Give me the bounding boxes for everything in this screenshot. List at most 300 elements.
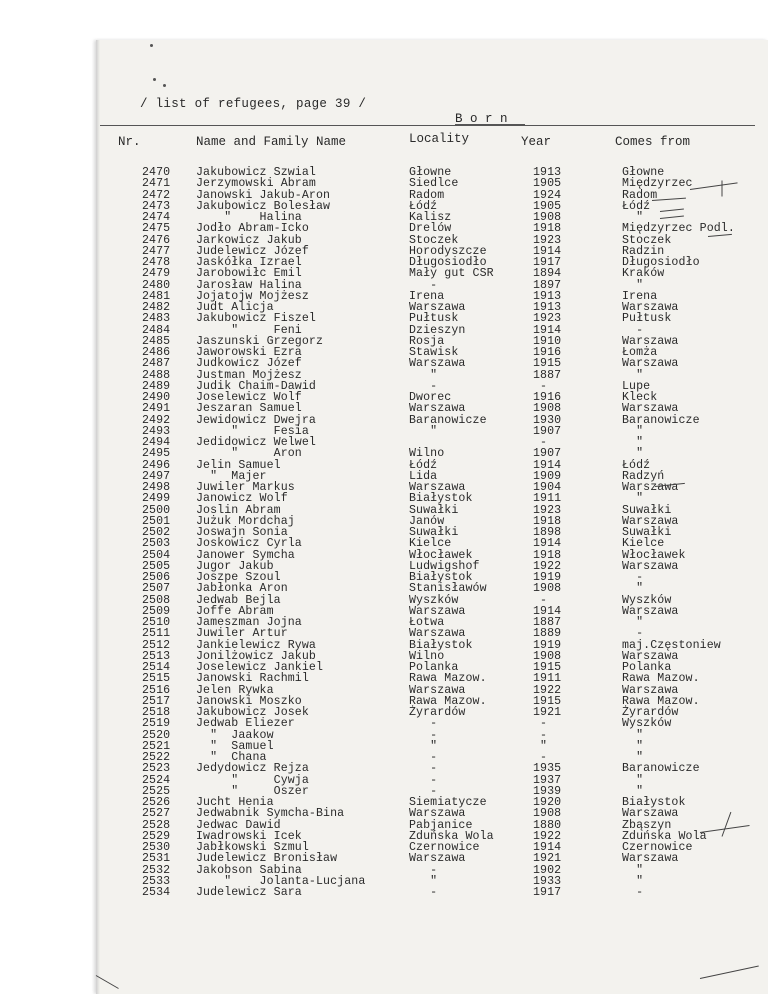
- row-comes-from: ": [622, 278, 644, 292]
- row-nr: 2504: [142, 548, 171, 562]
- row-nr: 2491: [142, 402, 171, 416]
- row-locality: Siedlce: [409, 177, 459, 191]
- row-nr: 2517: [142, 694, 171, 708]
- row-year: 1920: [533, 796, 562, 809]
- row-nr: 2493: [142, 424, 171, 438]
- row-year: 1907: [533, 447, 562, 461]
- row-locality: Warszawa: [409, 604, 466, 618]
- row-year: 1914: [533, 458, 562, 472]
- row-name: Iwadrowski Icek: [196, 829, 302, 843]
- row-locality: Warszawa: [409, 357, 466, 371]
- row-year: -: [533, 379, 548, 393]
- row-comes-from: maj.Częstoniew: [622, 638, 721, 652]
- row-name: " Jaakow: [196, 728, 274, 742]
- row-comes-from: -: [622, 323, 644, 337]
- row-comes-from: ": [622, 211, 644, 224]
- row-nr: 2471: [142, 177, 171, 191]
- row-locality: Stawisk: [409, 346, 459, 359]
- row-nr: 2520: [142, 728, 171, 742]
- row-locality: Irena: [409, 289, 445, 303]
- row-year: 1919: [533, 638, 562, 652]
- row-nr: 2495: [142, 447, 171, 461]
- row-name: Jaskółka Izrael: [196, 256, 302, 269]
- row-year: 1889: [533, 627, 562, 641]
- row-nr: 2485: [142, 334, 171, 348]
- row-locality: Horodyszcze: [409, 244, 487, 258]
- row-name: Janowicz Wolf: [196, 492, 288, 506]
- row-locality: Pabjanice: [409, 818, 473, 832]
- row-year: 1908: [533, 211, 562, 224]
- row-locality: Głowne: [409, 166, 452, 179]
- row-locality: Warszawa: [409, 402, 466, 416]
- row-comes-from: ": [622, 616, 644, 629]
- row-name: " Cywja: [196, 773, 309, 787]
- row-year: -: [533, 717, 548, 731]
- row-name: Jojatojw Mojżesz: [196, 289, 309, 303]
- row-comes-from: Międzyrzec Podl.: [622, 222, 735, 236]
- row-nr: 2481: [142, 289, 171, 303]
- row-year: 1921: [533, 706, 562, 719]
- row-nr: 2477: [142, 244, 171, 258]
- row-name: " Fesia: [196, 424, 309, 438]
- row-nr: 2494: [142, 436, 171, 449]
- row-comes-from: Wyszków: [622, 717, 672, 731]
- row-nr: 2479: [142, 267, 171, 281]
- row-comes-from: Długosiodło: [622, 256, 700, 269]
- row-name: Judelewicz Sara: [196, 886, 302, 899]
- row-nr: 2521: [142, 739, 171, 753]
- row-nr: 2505: [142, 559, 171, 573]
- row-comes-from: Kleck: [622, 391, 658, 404]
- row-locality: -: [409, 278, 438, 292]
- row-locality: Ludwigshof: [409, 559, 480, 573]
- row-comes-from: Zbąszyn: [622, 818, 672, 832]
- row-name: Joswajn Sonia: [196, 526, 288, 539]
- row-year: 1919: [533, 571, 562, 584]
- row-locality: Mały gut CSR: [409, 267, 494, 281]
- row-comes-from: Łomża: [622, 346, 658, 359]
- row-comes-from: Warszawa: [622, 481, 679, 494]
- row-locality: ": [409, 368, 438, 382]
- row-locality: Drelów: [409, 222, 452, 236]
- row-year: 1933: [533, 874, 562, 888]
- row-nr: 2473: [142, 199, 171, 213]
- row-year: 1908: [533, 649, 562, 663]
- ink-speck: [150, 44, 153, 47]
- row-comes-from: Radzin: [622, 244, 665, 258]
- row-locality: -: [409, 717, 438, 731]
- row-nr: 2496: [142, 458, 171, 472]
- row-comes-from: ": [622, 773, 644, 787]
- row-nr: 2523: [142, 762, 171, 776]
- row-year: 1916: [533, 391, 562, 404]
- row-year: -: [533, 728, 548, 742]
- row-year: 1913: [533, 289, 562, 303]
- row-comes-from: Suwałki: [622, 526, 672, 539]
- row-name: Jakubowicz Szwial: [196, 166, 316, 179]
- row-nr: 2512: [142, 638, 171, 652]
- row-comes-from: Warszawa: [622, 852, 679, 866]
- row-nr: 2486: [142, 346, 171, 359]
- column-year: [533, 167, 561, 898]
- row-name: Jedwac Dawid: [196, 818, 281, 832]
- row-year: 1918: [533, 548, 562, 562]
- row-comes-from: Warszawa: [622, 559, 679, 573]
- row-locality: Zduńska Wola: [409, 829, 494, 843]
- row-nr: 2484: [142, 323, 171, 337]
- row-name: " Samuel: [196, 739, 274, 753]
- row-nr: 2472: [142, 188, 171, 202]
- row-year: 1923: [533, 312, 562, 326]
- row-locality: Rawa Mazow.: [409, 672, 487, 686]
- row-comes-from: Warszawa: [622, 334, 679, 348]
- row-comes-from: ": [622, 492, 644, 506]
- row-locality: -: [409, 784, 438, 798]
- row-nr: 2516: [142, 683, 171, 697]
- row-year: ": [533, 739, 548, 753]
- row-name: Joffe Abram: [196, 604, 274, 618]
- row-year: 1924: [533, 188, 562, 202]
- row-comes-from: ": [622, 368, 644, 382]
- row-nr: 2470: [142, 166, 171, 179]
- row-nr: 2509: [142, 604, 171, 618]
- row-nr: 2530: [142, 841, 171, 854]
- row-name: " Feni: [196, 323, 302, 337]
- row-name: Jaworowski Ezra: [196, 346, 302, 359]
- row-year: 1910: [533, 334, 562, 348]
- row-name: Jedydowicz Rejza: [196, 762, 309, 776]
- row-name: Jakobson Sabina: [196, 863, 302, 877]
- row-nr: 2534: [142, 886, 171, 899]
- row-comes-from: Włocławek: [622, 548, 686, 562]
- row-nr: 2528: [142, 818, 171, 832]
- row-name: " Oszer: [196, 784, 309, 798]
- row-locality: ": [409, 424, 438, 438]
- row-comes-from: Rawa Mazow.: [622, 694, 700, 708]
- row-year: -: [533, 593, 548, 607]
- row-year: 1913: [533, 301, 562, 314]
- row-comes-from: Warszawa: [622, 683, 679, 697]
- row-name: Jedwab Eliezer: [196, 717, 295, 731]
- row-name: " Aron: [196, 447, 302, 461]
- row-year: 1898: [533, 526, 562, 539]
- row-name: Jarobowiłc Emil: [196, 267, 302, 281]
- row-year: 1897: [533, 278, 562, 292]
- row-name: Judelewicz Józef: [196, 244, 309, 258]
- row-year: 1908: [533, 402, 562, 416]
- row-name: Jedwab Bejla: [196, 593, 281, 607]
- row-nr: 2514: [142, 661, 171, 674]
- row-year: 1917: [533, 886, 562, 899]
- row-comes-from: Radzyń: [622, 469, 665, 483]
- row-name: Jankielewicz Rywa: [196, 638, 316, 652]
- row-name: " Majer: [196, 469, 267, 483]
- row-comes-from: Żyrardów: [622, 706, 679, 719]
- header-name: Name and Family Name: [196, 135, 347, 149]
- row-locality: Łódź: [409, 458, 438, 472]
- row-year: 1914: [533, 323, 562, 337]
- row-locality: Suwałki: [409, 503, 459, 517]
- header-born: B o r n: [455, 112, 508, 126]
- row-name: " Halina: [196, 211, 302, 224]
- row-comes-from: Baranowicze: [622, 762, 700, 776]
- row-comes-from: Warszawa: [622, 402, 679, 416]
- row-name: Jedwabnik Symcha-Bina: [196, 807, 345, 821]
- row-nr: 2518: [142, 706, 171, 719]
- row-comes-from: -: [622, 571, 644, 584]
- row-nr: 2482: [142, 301, 171, 314]
- row-comes-from: Wyszków: [622, 593, 672, 607]
- row-locality: Białystok: [409, 571, 473, 584]
- row-name: Janowski Jakub-Aron: [196, 188, 331, 202]
- row-nr: 2527: [142, 807, 171, 821]
- row-locality: Wyszków: [409, 593, 459, 607]
- row-locality: Warszawa: [409, 627, 466, 641]
- row-name: Jerzymowski Abram: [196, 177, 316, 191]
- row-locality: Dworec: [409, 391, 452, 404]
- row-locality: Łotwa: [409, 616, 445, 629]
- row-locality: Kalisz: [409, 211, 452, 224]
- row-name: Jelin Samuel: [196, 458, 281, 472]
- row-comes-from: ": [622, 447, 644, 461]
- row-comes-from: Łódź: [622, 458, 651, 472]
- row-name: Jakubowicz Josek: [196, 706, 309, 719]
- row-locality: Pułtusk: [409, 312, 459, 326]
- row-year: 1908: [533, 807, 562, 821]
- row-nr: 2501: [142, 514, 171, 528]
- row-nr: 2488: [142, 368, 171, 382]
- header-comes-from: Comes from: [615, 135, 691, 149]
- row-locality: Warszawa: [409, 301, 466, 314]
- row-comes-from: ": [622, 751, 644, 764]
- row-comes-from: -: [622, 886, 644, 899]
- row-comes-from: Kraków: [622, 267, 665, 281]
- row-year: 1921: [533, 852, 562, 866]
- row-nr: 2503: [142, 537, 171, 551]
- row-locality: Żyrardów: [409, 706, 466, 719]
- header-rule: [100, 125, 755, 126]
- row-nr: 2497: [142, 469, 171, 483]
- row-year: 1913: [533, 166, 562, 179]
- row-nr: 2531: [142, 852, 171, 866]
- row-locality: Warszawa: [409, 683, 466, 697]
- row-comes-from: Warszawa: [622, 807, 679, 821]
- column-locality: [409, 167, 494, 898]
- row-nr: 2526: [142, 796, 171, 809]
- row-comes-from: Rawa Mazow.: [622, 672, 700, 686]
- row-year: 1915: [533, 357, 562, 371]
- row-nr: 2492: [142, 413, 171, 427]
- row-year: 1917: [533, 256, 562, 269]
- row-nr: 2498: [142, 481, 171, 494]
- row-name: Joskowicz Cyrla: [196, 537, 302, 551]
- row-locality: Suwałki: [409, 526, 459, 539]
- row-name: Jelen Rywka: [196, 683, 274, 697]
- row-year: 1880: [533, 818, 562, 832]
- row-nr: 2475: [142, 222, 171, 236]
- row-locality: Lida: [409, 469, 438, 483]
- row-year: 1922: [533, 829, 562, 843]
- row-comes-from: Lupe: [622, 379, 651, 393]
- row-year: 1939: [533, 784, 562, 798]
- row-year: 1887: [533, 368, 562, 382]
- column-comes-from: [622, 167, 735, 898]
- row-year: 1918: [533, 514, 562, 528]
- row-name: Juwiler Artur: [196, 627, 288, 641]
- row-nr: 2476: [142, 233, 171, 247]
- row-name: Judelewicz Bronisław: [196, 852, 338, 866]
- row-locality: Wilno: [409, 447, 445, 461]
- row-locality: -: [409, 728, 438, 742]
- row-locality: Warszawa: [409, 852, 466, 866]
- row-nr: 2507: [142, 582, 171, 596]
- row-locality: -: [409, 379, 438, 393]
- row-nr: 2510: [142, 616, 171, 629]
- row-year: 1923: [533, 503, 562, 517]
- row-locality: Włocławek: [409, 548, 473, 562]
- row-comes-from: Warszawa: [622, 357, 679, 371]
- row-comes-from: Głowne: [622, 166, 665, 179]
- row-nr: 2480: [142, 278, 171, 292]
- row-year: 1909: [533, 469, 562, 483]
- row-name: Justman Mojżesz: [196, 368, 302, 382]
- row-comes-from: Warszawa: [622, 514, 679, 528]
- row-name: Jabłkowski Szmul: [196, 841, 309, 854]
- row-comes-from: Irena: [622, 289, 658, 303]
- row-comes-from: Stoczek: [622, 233, 672, 247]
- row-nr: 2489: [142, 379, 171, 393]
- row-comes-from: Warszawa: [622, 301, 679, 314]
- row-comes-from: Kielce: [622, 537, 665, 551]
- row-locality: Radom: [409, 188, 445, 202]
- row-nr: 2529: [142, 829, 171, 843]
- row-year: 1915: [533, 694, 562, 708]
- row-nr: 2524: [142, 773, 171, 787]
- row-comes-from: Zduńska Wola: [622, 829, 707, 843]
- row-nr: 2478: [142, 256, 171, 269]
- row-year: 1894: [533, 267, 562, 281]
- row-year: 1915: [533, 661, 562, 674]
- row-name: Jaszunski Grzegorz: [196, 334, 324, 348]
- row-locality: Długosiodło: [409, 256, 487, 269]
- row-locality: -: [409, 773, 438, 787]
- row-nr: 2525: [142, 784, 171, 798]
- row-name: Janowski Rachmil: [196, 672, 309, 686]
- row-locality: Stanisławów: [409, 582, 487, 596]
- row-comes-from: Warszawa: [622, 604, 679, 618]
- row-name: " Chana: [196, 751, 267, 764]
- row-nr: 2513: [142, 649, 171, 663]
- row-locality: Dzieszyn: [409, 323, 466, 337]
- row-name: Jarosław Halina: [196, 278, 302, 292]
- row-name: Juwiler Markus: [196, 481, 295, 494]
- row-nr: 2506: [142, 571, 171, 584]
- row-locality: -: [409, 762, 438, 776]
- page-heading: / list of refugees, page 39 /: [140, 97, 367, 111]
- row-name: Janowski Moszko: [196, 694, 302, 708]
- row-year: 1916: [533, 346, 562, 359]
- row-comes-from: ": [622, 728, 644, 742]
- row-name: Judik Chaim-Dawid: [196, 379, 316, 393]
- row-name: Joselewicz Wolf: [196, 391, 302, 404]
- row-year: 1935: [533, 762, 562, 776]
- header-locality: Locality: [409, 132, 470, 146]
- row-comes-from: Radom: [622, 188, 658, 202]
- row-name: Joslin Abram: [196, 503, 281, 517]
- row-comes-from: ": [622, 784, 644, 798]
- ink-speck: [163, 84, 166, 87]
- row-locality: Polanka: [409, 661, 459, 674]
- row-comes-from: ": [622, 874, 644, 888]
- row-year: 1914: [533, 244, 562, 258]
- row-name: " Jolanta-Lucjana: [196, 874, 366, 888]
- row-year: 1911: [533, 492, 562, 506]
- row-comes-from: Polanka: [622, 661, 672, 674]
- row-comes-from: ": [622, 424, 644, 438]
- row-name: Jedidowicz Welwel: [196, 436, 316, 449]
- row-comes-from: ": [622, 436, 644, 449]
- row-nr: 2490: [142, 391, 171, 404]
- row-name: Jakubowicz Fiszel: [196, 312, 316, 326]
- row-locality: Czernowice: [409, 841, 480, 854]
- row-year: 1914: [533, 604, 562, 618]
- row-name: Jeszaran Samuel: [196, 402, 302, 416]
- row-locality: -: [409, 886, 438, 899]
- row-nr: 2483: [142, 312, 171, 326]
- row-locality: Warszawa: [409, 807, 466, 821]
- row-locality: Stoczek: [409, 233, 459, 247]
- row-locality: Łódź: [409, 199, 438, 213]
- row-year: 1922: [533, 559, 562, 573]
- row-year: 1923: [533, 233, 562, 247]
- row-name: Janower Symcha: [196, 548, 295, 562]
- row-comes-from: Baranowicze: [622, 413, 700, 427]
- row-nr: 2499: [142, 492, 171, 506]
- row-name: Jakubowicz Bolesław: [196, 199, 331, 213]
- row-name: Joselewicz Jankiel: [196, 661, 324, 674]
- row-year: 1908: [533, 582, 562, 596]
- row-locality: -: [409, 751, 438, 764]
- row-year: -: [533, 436, 548, 449]
- row-nr: 2502: [142, 526, 171, 539]
- row-locality: ": [409, 874, 438, 888]
- row-nr: 2474: [142, 211, 171, 224]
- row-locality: Kielce: [409, 537, 452, 551]
- row-year: -: [533, 751, 548, 764]
- row-name: Judkowicz Józef: [196, 357, 302, 371]
- row-locality: Rosja: [409, 334, 445, 348]
- row-name: Joszpe Szoul: [196, 571, 281, 584]
- row-year: 1937: [533, 773, 562, 787]
- row-comes-from: Warszawa: [622, 649, 679, 663]
- row-locality: Białystok: [409, 638, 473, 652]
- row-year: 1902: [533, 863, 562, 877]
- row-year: 1887: [533, 616, 562, 629]
- row-nr: 2519: [142, 717, 171, 731]
- row-year: 1918: [533, 222, 562, 236]
- row-name: Judt Alicja: [196, 301, 274, 314]
- row-year: 1930: [533, 413, 562, 427]
- row-comes-from: Suwałki: [622, 503, 672, 517]
- row-comes-from: Pułtusk: [622, 312, 672, 326]
- row-year: 1907: [533, 424, 562, 438]
- row-locality: Janów: [409, 514, 445, 528]
- row-name: Jużuk Mordchaj: [196, 514, 295, 528]
- row-year: 1914: [533, 841, 562, 854]
- pencil-tick: [722, 181, 723, 197]
- row-nr: 2500: [142, 503, 171, 517]
- row-locality: Warszawa: [409, 481, 466, 494]
